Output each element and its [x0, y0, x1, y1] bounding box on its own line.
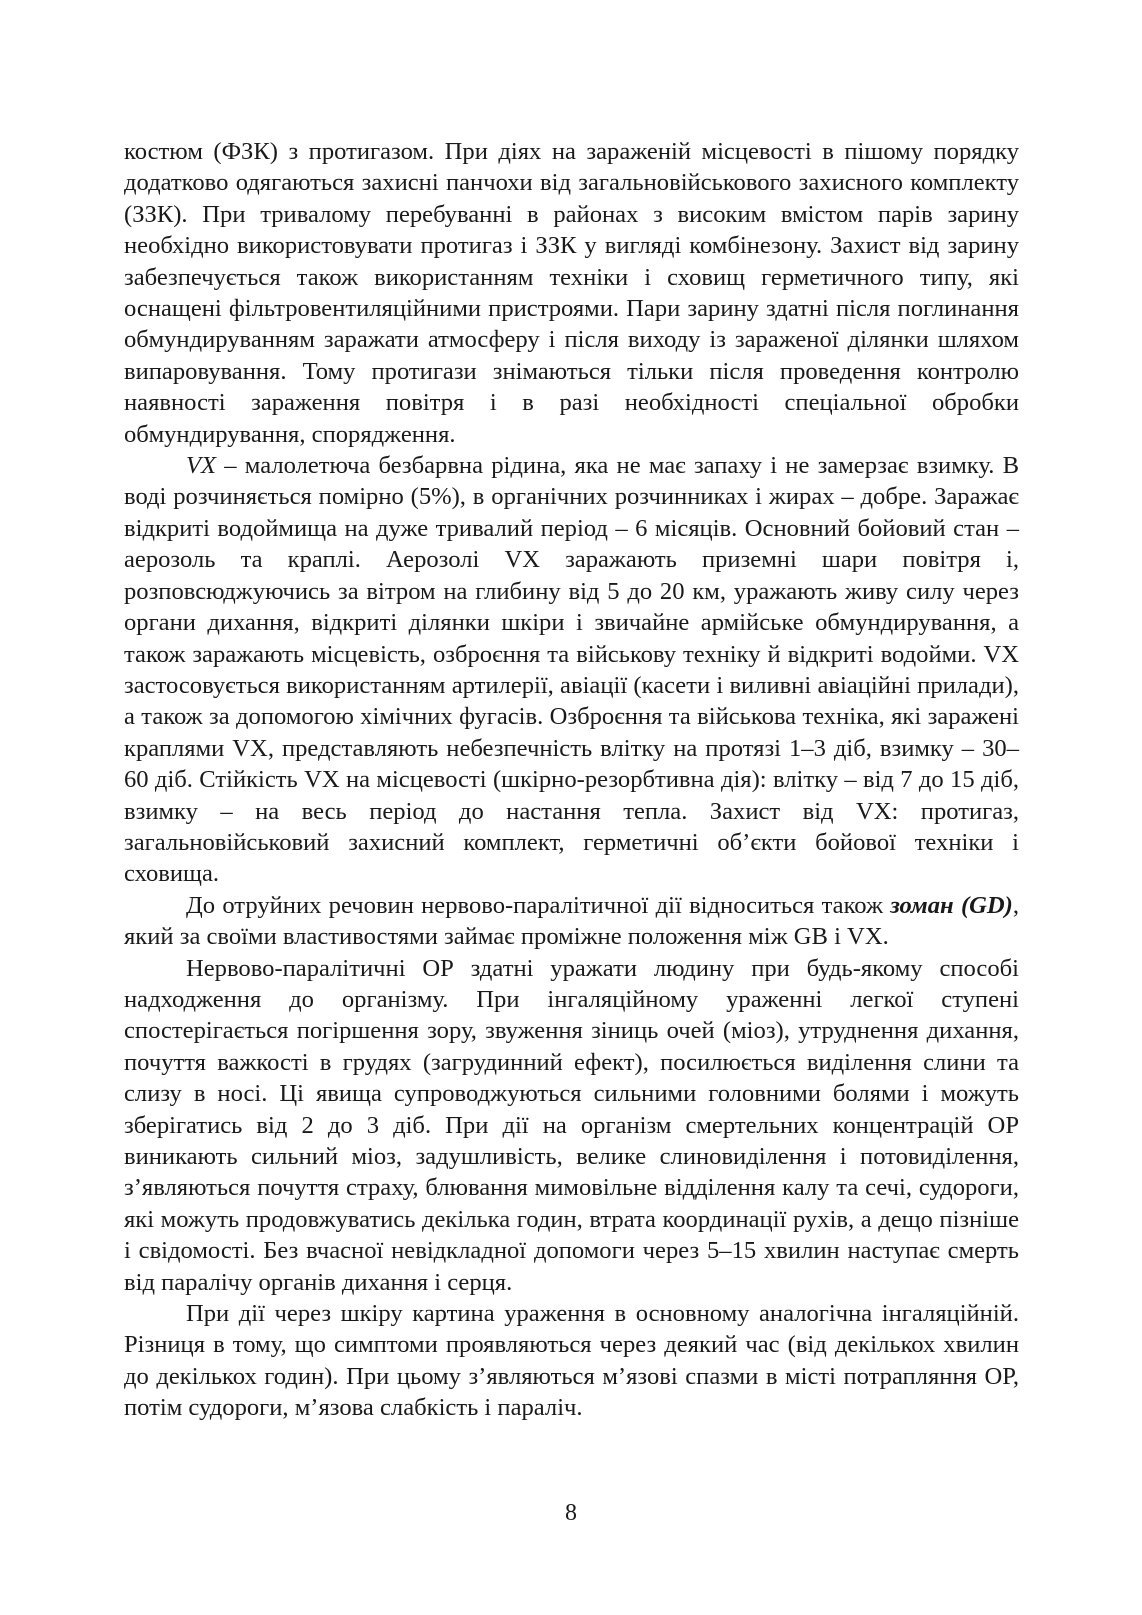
term-vx: VX	[186, 452, 217, 480]
paragraph-text: , який за своїми властивостями займає проміжне положення між GB і VX.	[124, 891, 1020, 951]
paragraph-text: костюм (ФЗК) з протигазом. При діях на зараженій місцевості в пішому порядку додатково одягаються захисні панчохи від загальновійськового захисного комплекту (ЗЗК). При тривалому перебуванні в районах з високим вмістом парів зарину необхідно використовувати протигаз і ЗЗК у вигляді комбінезону. Захист від зарину забезпечується також використанням техніки і сховищ герметичного типу, які оснащені фільтровентиляційними пристроями. Пари зарину здатні після поглинання обмундируванням заражати атмосферу і після виходу із зараженої ділянки шляхом випаровування. Тому протигази знімаються тільки після проведення контролю наявності зараження повітря і в разі необхідності спеціальної обробки обмундирування, спорядження.	[124, 138, 1019, 448]
paragraph-text: Нервово-паралітичні ОР здатні уражати людину при будь-якому способі надходження до організму. При інгаляційному ураженні легкої ступені спостерігається погіршення зору, звуження зіниць очей (міоз), утруднення дихання, почуття важкості в грудях (загрудинний ефект), посилюється виділення слини та слизу в носі. Ці явища супроводжуються сильними головними болями і можуть зберігатись від 2 до 3 діб. При дії на організм смертельних концентрацій ОР виникають сильний міоз, задушливість, велике слиновиділення і потовиділення, з’являються почуття страху, блювання мимовільне відділення калу та сечі, судороги, які можуть продовжуватись декілька годин, втрата координації рухів, а дещо пізніше і свідомості. Без вчасної невідкладної допомоги через 5–15 хвилин наступає смерть від паралічу органів дихання і серця.	[124, 954, 1019, 1296]
paragraph-protective-measures-sarin	[124, 136, 1019, 450]
paragraph-skin-exposure	[124, 1298, 1019, 1424]
term-soman: зоман (GD)	[890, 891, 1013, 919]
paragraph-text: До отруйних речовин нервово-паралітичної дії відноситься також	[186, 891, 891, 919]
paragraph-nerve-agent-effects	[124, 953, 1019, 1298]
paragraph-soman	[124, 890, 1019, 953]
page-number: 8	[565, 1500, 577, 1526]
paragraph-text: При дії через шкіру картина ураження в основному аналогічна інгаляційній. Різниця в тому, що симптоми проявляються через деякий час (від декількох хвилин до декількох годин). При цьому з’являються м’язові спазми в місті потрапляння ОР, потім судороги, м’язова слабкість і параліч.	[124, 1300, 1019, 1422]
paragraph-vx	[124, 450, 1019, 890]
document-body	[124, 136, 1019, 1424]
paragraph-text: – малолетюча безбарвна рідина, яка не має запаху і не замерзає взимку. В воді розчиняється помірно (5%), в органічних розчинниках і жирах – добре. Заражає відкриті водоймища на дуже тривалий період – 6 місяців. Основний бойовий стан – аерозоль та краплі. Аерозолі VX заражають приземні шари повітря і, розповсюджуючись за вітром на глибину від 5 до 20 км, уражають живу силу через органи дихання, відкриті ділянки шкіри і звичайне армійське обмундирування, а також заражають місцевість, озброєння та військову техніку й відкриті водойми. VX застосовується використанням артилерії, авіації (касети і виливні авіаційні прилади), а також за допомогою хімічних фугасів. Озброєння та військова техніка, які заражені краплями VX, представляють небезпечність влітку на протязі 1–3 діб, взимку – 30–60 діб. Стійкість VX на місцевості (шкірно-резорбтивна дія): влітку – від 7 до 15 діб, взимку – на весь період до настання тепла. Захист від VX: протигаз, загальновійськовий захисний комплект, герметичні об’єкти бойової техніки і сховища.	[124, 452, 1019, 888]
